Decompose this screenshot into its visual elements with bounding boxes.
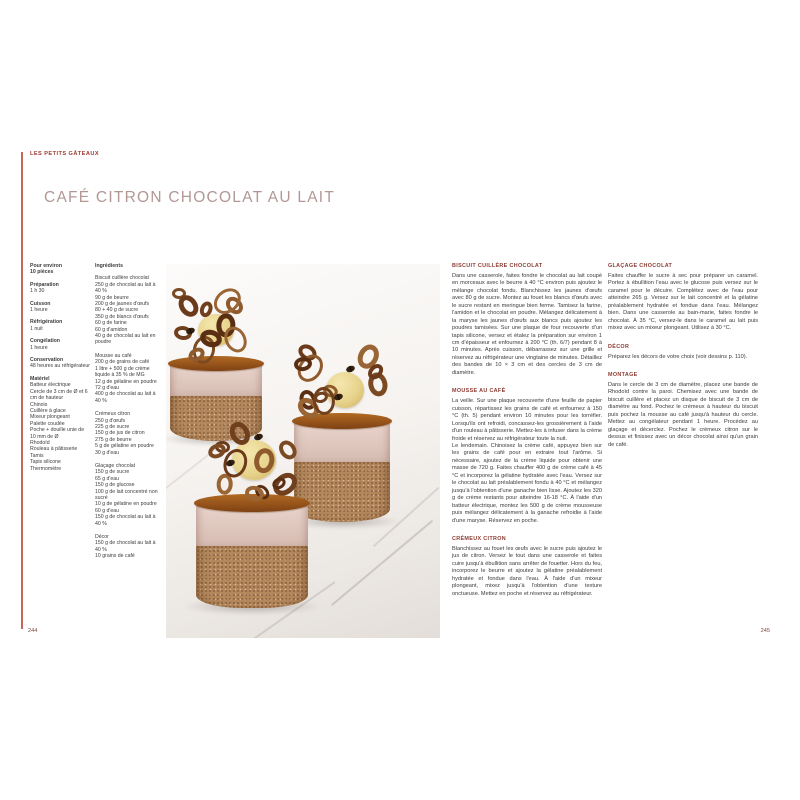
ingredient-item: 250 g d'œufs <box>95 417 126 424</box>
method-section <box>452 388 602 525</box>
ingredient-item: 200 g de jaunes d'œufs <box>95 301 150 308</box>
sidebar-info-value: 1 nuit <box>30 325 43 332</box>
ingredients-column <box>95 263 159 567</box>
method-heading: CRÉMEUX CITRON <box>452 535 507 542</box>
ingredient-group-name: Mousse au café <box>95 352 132 359</box>
sidebar-info-block <box>30 282 90 295</box>
ingredient-group-name: Biscuit cuillère chocolat <box>95 275 149 282</box>
ingredient-item: 40 g de chocolat au lait en poudre <box>95 333 156 346</box>
method-paragraph: La veille. Sur une plaque recouverte d'une feuille de papier cuisson, répartissez les grains de café et enfournez à 150 °C (th. 5) pendant environ 10 minutes pour les torréfier. Lorsqu'ils ont refroidi, concassez-les grossièrement à l'aide d'un rouleau à pâtisserie. Mettez-les à infuser dans la crème froide et réservez au réfrigérateur toute la nuit. <box>452 398 602 442</box>
method-heading: BISCUIT CUILLÈRE CHOCOLAT <box>452 263 543 269</box>
chocolate-curls <box>196 404 310 502</box>
ingredient-group <box>95 353 159 404</box>
ingredient-item: 100 g de lait concentré non sucré <box>95 488 158 501</box>
ingredient-item: 400 g de chocolat au lait à 40 % <box>95 391 156 404</box>
method-section <box>452 536 602 598</box>
ingredient-group-name: Glaçage chocolat <box>95 462 136 469</box>
ingredient-item: 10 grains de café <box>95 553 135 560</box>
equipment-item: Tamis <box>30 452 44 459</box>
equipment-block <box>30 376 90 472</box>
ingredient-item: 150 g de chocolat au lait à 40 % <box>95 540 156 553</box>
ingredient-item: 225 g de sucre <box>95 423 130 430</box>
ingredient-item: 1 litre + 500 g de crème liquide à 35 % de MG <box>95 365 150 379</box>
sidebar-info-value: 1 heure <box>30 344 48 351</box>
ingredient-item: 80 + 40 g de sucre <box>95 307 139 314</box>
dessert-front <box>192 404 316 612</box>
chapter-kicker: LES PETITS GÂTEAUX <box>30 151 100 157</box>
ingredient-item: 250 g de chocolat au lait à 40 % <box>95 281 156 295</box>
method-heading: DÉCOR <box>608 343 630 350</box>
equipment-item: Palette coudée <box>30 420 65 427</box>
biscuit-layer <box>196 545 308 608</box>
marble-vein <box>331 520 433 606</box>
recipe-title: CAFÉ CITRON CHOCOLAT AU LAIT <box>44 189 336 206</box>
sidebar-info-label: Préparation <box>30 281 59 288</box>
method-heading: MOUSSE AU CAFÉ <box>452 388 506 395</box>
ingredient-item: 350 g de blancs d'œufs <box>95 313 149 320</box>
equipment-item: Rhodoïd <box>30 439 50 446</box>
chocolate-curl <box>197 299 214 318</box>
sidebar-info-list <box>30 282 90 370</box>
sidebar-info-label: Cuisson <box>30 300 51 307</box>
ingredient-item: 150 g de sucre <box>95 469 130 476</box>
method-section <box>608 372 758 449</box>
sidebar-info-label: Congélation <box>30 338 60 345</box>
accent-rule <box>21 152 23 629</box>
method-column-2 <box>608 263 758 460</box>
chocolate-curl <box>276 437 300 462</box>
method-heading: MONTAGE <box>608 371 638 378</box>
method-paragraph: Dans le cercle de 3 cm de diamètre, placez une bande de Rhodoïd contre la paroi. Chemisez avec une bande de biscuit cuillère et placez un disque de biscuit de 3 cm de diamètre au fond. Pochez le crémeux à hauteur du biscuit puis pochez la mousse au café jusqu'à hauteur du cercle. Mettez au congélateur pendant 1 heure. Procédez au glaçage et décerclez. Pochez le crémeux citron sur le dessus et finissez avec un décor chocolat ainsi qu'un grain de café. <box>608 381 758 448</box>
method-column-1 <box>452 263 602 609</box>
ingredient-item: 90 g de beurre <box>95 294 129 301</box>
page-number-right: 245 <box>760 628 770 634</box>
yield-label: Pour environ <box>30 263 62 269</box>
method-paragraph: Dans une casserole, faites fondre le chocolat au lait coupé en morceaux avec le beurre à 40 °C environ puis ajoutez le mélange chocolat fondu. Blanchissez les jaunes d'œufs avec 80 g de sucre. Montez au fouet les blancs d'œufs avec le sucre restant en meringue bien ferme. Tamisez la farine, l'amidon et le chocolat en poudre. Mélangez délicatement à la maryse les jaunes d'œufs aux blancs puis ajoutez les poudres tamisées. Sur une plaque de four recouverte d'un tapis silicone, versez et étalez la préparation sur environ 1 cm d'épaisseur et enfournez à 200 °C (th. 6/7) pendant 8 à 10 minutes. Après cuisson, débarrassez sur une grille et réservez au réfrigérateur une vingtaine de minutes. Détaillez des bandes de 10 × 3 cm et des cercles de 3 cm de diamètre. <box>452 272 602 376</box>
ingredient-group <box>95 411 159 456</box>
sidebar-info-label: Conservation <box>30 357 64 364</box>
ingredient-item: 5 g de gélatine en poudre <box>95 443 154 450</box>
equipment-label: Matériel <box>30 375 50 382</box>
ingredient-item: 200 g de grains de café <box>95 359 150 366</box>
sidebar-info-block <box>30 338 90 351</box>
equipment-item: Chinois <box>30 401 48 408</box>
page-number-left: 244 <box>28 628 38 634</box>
equipment-list <box>30 382 90 472</box>
ingredient-group <box>95 463 159 527</box>
chocolate-curl <box>253 447 277 475</box>
ingredient-group-name: Décor <box>95 534 109 541</box>
ingredient-item: 150 g de jus de citron <box>95 430 145 437</box>
ingredients-list <box>95 275 159 559</box>
method-heading: GLAÇAGE CHOCOLAT <box>608 263 673 269</box>
sidebar-info-block <box>30 301 90 314</box>
ingredient-item: 10 g de gélatine en poudre <box>95 501 157 508</box>
equipment-item: Poche + douille unie de 10 mm de Ø <box>30 427 85 440</box>
equipment-item: Tapis silicone <box>30 459 61 466</box>
yield-block <box>30 263 90 276</box>
equipment-item: Batteur électrique <box>30 382 71 389</box>
ingredient-item: 60 g d'eau <box>95 507 120 514</box>
chocolate-curls <box>172 288 260 364</box>
sidebar-info-block <box>30 319 90 332</box>
equipment-item: Thermomètre <box>30 465 62 472</box>
equipment-item: Cercle de 3 cm de Ø et 6 cm de hauteur <box>30 388 88 402</box>
ingredients-label: Ingrédients <box>95 263 123 269</box>
ingredient-item: 65 g d'eau <box>95 475 120 482</box>
ingredient-group <box>95 275 159 345</box>
equipment-item: Rouleau à pâtisserie <box>30 446 78 453</box>
method-paragraph: Préparez les décors de votre choix (voir dessins p. 110). <box>608 353 748 360</box>
ingredient-item: 72 g d'eau <box>95 384 120 391</box>
sidebar-info-value: 1 h 30 <box>30 288 45 295</box>
ingredient-item: 275 g de beurre <box>95 436 132 443</box>
sidebar-info-value: 48 heures au réfrigérateur <box>30 363 90 370</box>
chocolate-curl <box>209 283 246 319</box>
sidebar-info-label: Réfrigération <box>30 319 63 326</box>
ingredient-item: 150 g de chocolat au lait à 40 % <box>95 514 156 527</box>
equipment-item: Cuillère à glace <box>30 407 66 414</box>
sidebar-info-value: 1 heure <box>30 307 48 314</box>
ingredient-item: 12 g de gélatine en poudre <box>95 378 157 385</box>
ingredient-item: 60 g de farine <box>95 320 127 327</box>
method-paragraph: Blanchissez au fouet les œufs avec le sucre puis ajoutez le jus de citron. Versez le tout dans une casserole et faites cuire jusqu'à ébullition sans arrêter de fouetter. Hors du feu, incorporez le beurre et ajoutez la gélatine préalablement hydratée et fondue dans l'eau. À l'aide d'un mixeur plongeant, mixez jusqu'à l'obtention d'une texture onctueuse. Mettez en poche et réservez au réfrigérateur. <box>452 545 602 597</box>
chocolate-curl <box>226 418 254 448</box>
ingredient-group-name: Crémeux citron <box>95 411 131 418</box>
ingredient-item: 30 g d'eau <box>95 449 120 456</box>
yield-value: 10 pièces <box>30 269 54 276</box>
recipe-photo <box>166 264 440 638</box>
ingredient-item: 150 g de glucose <box>95 482 135 489</box>
method-paragraph: Le lendemain. Chinoisez la crème café, appuyez bien sur les grains de café pour en extraire tout l'arôme. Si nécessaire, ajoutez de la crème liquide pour obtenir une masse de 720 g. Faites chauffer 400 g de crème café à 45 °C et incorporez la gélatine hydratée avec l'eau. Versez sur le chocolat au lait préalablement fondu à 40 °C et mélangez jusqu'à l'obtention d'une ganache bien lisse. Ajoutez les 320 g de crème restants pour atteindre 16-18 °C. À l'aide d'un batteur électrique, montez les 500 g de crème mousseuse puis mélangez délicatement à la ganache refroidie à l'aide d'une maryse. Réservez en poche. <box>452 442 602 524</box>
method-paragraph: Faites chauffer le sucre à sec pour préparer un caramel. Portez à ébullition l'eau avec le glucose puis versez sur le caramel pour le décuire. Complétez avec de l'eau pour atteindre 265 g. Versez sur le lait concentré et la gélatine préalablement hydratée et fondue dans l'eau. Mélangez bien. Dans une casserole au bain-marie, faites fondre le chocolat. À 35 °C, versez-le dans le caramel au lait puis mixez avec un mixeur plongeant. Utilisez à 30 °C. <box>608 272 758 332</box>
method-section <box>452 263 602 377</box>
ingredient-group <box>95 534 159 560</box>
recipe-sidebar <box>30 263 90 478</box>
equipment-item: Mixeur plongeant <box>30 414 70 421</box>
ingredient-item: 60 g d'amidon <box>95 326 128 333</box>
method-section <box>608 344 758 361</box>
method-section <box>608 263 758 333</box>
sidebar-info-block <box>30 357 90 370</box>
